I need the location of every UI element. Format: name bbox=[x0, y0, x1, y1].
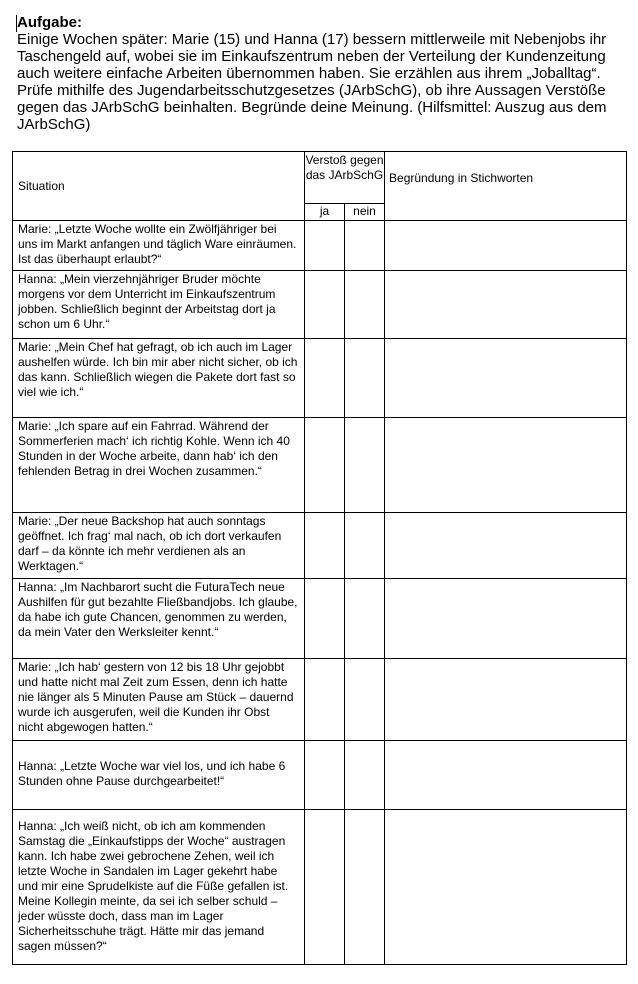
situation-cell bbox=[13, 579, 305, 659]
situation-text: Hanna: „Letzte Woche war viel los, und ich habe 6 Stunden ohne Pause durchgearbeitet!“ bbox=[18, 759, 286, 788]
reason-input-cell[interactable] bbox=[385, 339, 627, 418]
no-checkbox-cell[interactable] bbox=[345, 810, 385, 965]
reason-input-cell[interactable] bbox=[385, 418, 627, 513]
yes-checkbox-cell[interactable] bbox=[305, 271, 345, 339]
worksheet-table bbox=[12, 151, 627, 965]
no-checkbox-cell[interactable] bbox=[345, 579, 385, 659]
no-checkbox-cell[interactable] bbox=[345, 221, 385, 271]
header-violation: Verstoß gegen das JArbSchG bbox=[305, 152, 385, 204]
task-title: Aufgabe: bbox=[17, 14, 82, 31]
situation-text: Hanna: „Im Nachbarort sucht die FuturaTech neue Aushilfen für gut bezahlte Fließbandjobs. Ich glaube, da habe ich gute Chancen, genommen zu werden, da mein Vater den Werksleiter kennt.“ bbox=[18, 580, 298, 639]
situation-cell bbox=[13, 418, 305, 513]
situation-cell bbox=[13, 741, 305, 810]
reason-input-cell[interactable] bbox=[385, 271, 627, 339]
no-checkbox-cell[interactable] bbox=[345, 741, 385, 810]
header-situation: Situation bbox=[13, 152, 305, 221]
header-yes: ja bbox=[305, 204, 345, 221]
situation-cell bbox=[13, 339, 305, 418]
yes-checkbox-cell[interactable] bbox=[305, 339, 345, 418]
situation-text: Hanna: „Mein vierzehnjähriger Bruder möchte morgens vor dem Unterricht im Einkaufszentrum jobben. Schließlich beginnt der Arbeitstag dort ja schon um 6 Uhr.“ bbox=[18, 272, 276, 331]
task-text: Einige Wochen später: Marie (15) und Hanna (17) bessern mittlerweile mit Nebenjobs ihr Taschengeld auf, wobei sie im Einkaufszentrum neben der Verteilung der Kundenzeitung auch weitere einfache Arbeiten übernommen haben. Sie erzählen aus ihrem „Joballtag“. Prüfe mithilfe des Jugendarbeitsschutzgesetzes (JArbSchG), ob ihre Aussagen Verstöße gegen das JArbSchG beinhalten. Begründe deine Meinung. (Hilfsmittel: Auszug aus dem JArbSchG) bbox=[17, 31, 607, 133]
reason-input-cell[interactable] bbox=[385, 513, 627, 579]
situation-cell bbox=[13, 810, 305, 965]
header-reason: Begründung in Stichworten bbox=[385, 152, 627, 221]
situation-text: Marie: „Der neue Backshop hat auch sonntags geöffnet. Ich frag‘ mal nach, ob ich dort verkaufen darf – da könnte ich mehr verdienen als an Werktagen.“ bbox=[18, 514, 282, 573]
yes-checkbox-cell[interactable] bbox=[305, 579, 345, 659]
yes-checkbox-cell[interactable] bbox=[305, 810, 345, 965]
no-checkbox-cell[interactable] bbox=[345, 659, 385, 741]
yes-checkbox-cell[interactable] bbox=[305, 221, 345, 271]
reason-input-cell[interactable] bbox=[385, 221, 627, 271]
no-checkbox-cell[interactable] bbox=[345, 513, 385, 579]
situation-text: Hanna: „Ich weiß nicht, ob ich am kommenden Samstag die „Einkaufstipps der Woche“ austragen kann. Ich habe zwei gebrochene Zehen, weil ich letzte Woche in Sandalen im Lager gekehrt habe und mir eine Sprudelkiste auf die Füße gefallen ist. Meine Kollegin meinte, da sei ich selber schuld – jeder wüsste doch, dass man im Lager Sicherheitsschuhe trägt. Hätte mir das jemand sagen müssen?“ bbox=[18, 818, 289, 953]
situation-text: Marie: „Mein Chef hat gefragt, ob ich auch im Lager aushelfen würde. Ich bin mir aber nicht sicher, ob ich das kann. Schließlich wiegen die Pakete dort fast so viel wie ich.“ bbox=[18, 340, 298, 399]
yes-checkbox-cell[interactable] bbox=[305, 513, 345, 579]
no-checkbox-cell[interactable] bbox=[345, 418, 385, 513]
yes-checkbox-cell[interactable] bbox=[305, 659, 345, 741]
situation-cell bbox=[13, 221, 305, 271]
yes-checkbox-cell[interactable] bbox=[305, 418, 345, 513]
reason-input-cell[interactable] bbox=[385, 741, 627, 810]
situation-cell bbox=[13, 659, 305, 741]
reason-input-cell[interactable] bbox=[385, 659, 627, 741]
situation-cell bbox=[13, 271, 305, 339]
task-block bbox=[17, 14, 617, 133]
reason-input-cell[interactable] bbox=[385, 579, 627, 659]
header-no: nein bbox=[345, 204, 385, 221]
situation-text: Marie: „Ich spare auf ein Fahrrad. Während der Sommerferien mach‘ ich richtig Kohle. Wenn ich 40 Stunden in der Woche arbeite, dann hab‘ ich den fehlenden Betrag in drei Wochen zusammen.“ bbox=[18, 419, 290, 478]
yes-checkbox-cell[interactable] bbox=[305, 741, 345, 810]
situation-text: Marie: „Ich hab‘ gestern von 12 bis 18 Uhr gejobbt und hatte nicht mal Zeit zum Essen, denn ich hatte nie länger als 5 Minuten Pause am Stück – dauernd wurde ich ausgerufen, weil die Kunden ihr Obst nicht abgewogen hatten.“ bbox=[18, 660, 294, 734]
no-checkbox-cell[interactable] bbox=[345, 271, 385, 339]
reason-input-cell[interactable] bbox=[385, 810, 627, 965]
situation-cell bbox=[13, 513, 305, 579]
no-checkbox-cell[interactable] bbox=[345, 339, 385, 418]
situation-text: Marie: „Letzte Woche wollte ein Zwölfjähriger bei uns im Markt anfangen und täglich Ware einräumen. Ist das überhaupt erlaubt?“ bbox=[18, 222, 297, 266]
